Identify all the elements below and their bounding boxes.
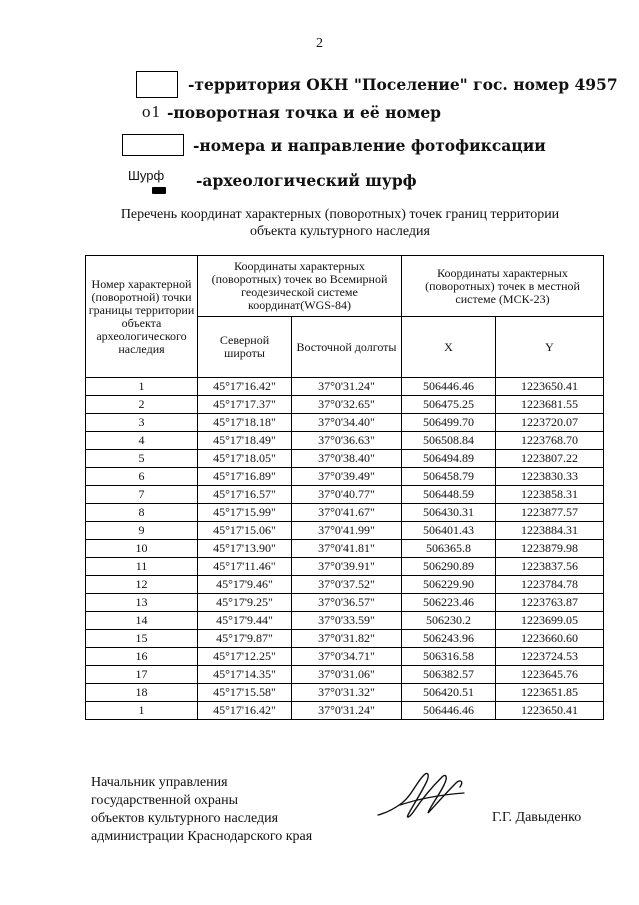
latitude-cell: 45°17'16.57" [198,486,292,504]
y-coordinate-cell: 1223877.57 [496,504,604,522]
y-coordinate-cell: 1223807.22 [496,450,604,468]
pit-marker-icon [152,187,166,194]
table-row [86,432,604,450]
header-east-longitude: Восточной долготы [292,317,402,378]
point-number-cell: 12 [86,576,198,594]
latitude-cell: 45°17'16.89" [198,468,292,486]
point-number-cell: 4 [86,432,198,450]
latitude-cell: 45°17'9.25" [198,594,292,612]
header-north-latitude: Северной широты [198,317,292,378]
longitude-cell: 37°0'36.63" [292,432,402,450]
latitude-cell: 45°17'18.49" [198,432,292,450]
y-coordinate-cell: 1223699.05 [496,612,604,630]
table-row [86,648,604,666]
latitude-cell: 45°17'9.46" [198,576,292,594]
x-coordinate-cell: 506475.25 [402,396,496,414]
table-header-row [86,256,604,317]
latitude-cell: 45°17'18.18" [198,414,292,432]
table-row [86,450,604,468]
latitude-cell: 45°17'16.42" [198,378,292,396]
y-coordinate-cell: 1223858.31 [496,486,604,504]
point-number-cell: 3 [86,414,198,432]
point-number-cell: 5 [86,450,198,468]
x-coordinate-cell: 506508.84 [402,432,496,450]
table-row [86,576,604,594]
legend-okn-territory [136,71,618,98]
territory-box-symbol [136,71,178,98]
x-coordinate-cell: 506290.89 [402,558,496,576]
list-title-line-2: объекта культурного наследия [250,224,430,239]
point-number-cell: 14 [86,612,198,630]
x-coordinate-cell: 506365.8 [402,540,496,558]
table-row [86,396,604,414]
longitude-cell: 37°0'41.67" [292,504,402,522]
latitude-cell: 45°17'14.35" [198,666,292,684]
table-row [86,558,604,576]
latitude-cell: 45°17'11.46" [198,558,292,576]
point-number-cell: 1 [86,702,198,720]
table-row [86,504,604,522]
point-number-cell: 11 [86,558,198,576]
longitude-cell: 37°0'41.99" [292,522,402,540]
latitude-cell: 45°17'15.58" [198,684,292,702]
y-coordinate-cell: 1223650.41 [496,378,604,396]
y-coordinate-cell: 1223660.60 [496,630,604,648]
x-coordinate-cell: 506458.79 [402,468,496,486]
longitude-cell: 37°0'34.40" [292,414,402,432]
table-row [86,540,604,558]
signer-name: Г.Г. Давыденко [492,810,582,825]
longitude-cell: 37°0'33.59" [292,612,402,630]
latitude-cell: 45°17'18.05" [198,450,292,468]
y-coordinate-cell: 1223884.31 [496,522,604,540]
point-number-cell: 6 [86,468,198,486]
x-coordinate-cell: 506229.90 [402,576,496,594]
longitude-cell: 37°0'37.52" [292,576,402,594]
table-row [86,378,604,396]
handwritten-signature-icon [372,765,482,825]
table-row [86,486,604,504]
x-coordinate-cell: 506499.70 [402,414,496,432]
point-number-cell: 13 [86,594,198,612]
table-row [86,612,604,630]
longitude-cell: 37°0'38.40" [292,450,402,468]
latitude-cell: 45°17'13.90" [198,540,292,558]
longitude-cell: 37°0'41.81" [292,540,402,558]
y-coordinate-cell: 1223763.87 [496,594,604,612]
longitude-cell: 37°0'31.82" [292,630,402,648]
list-title-line-1: Перечень координат характерных (поворотных) точек границ территории [120,207,560,222]
y-coordinate-cell: 1223784.78 [496,576,604,594]
signature-position-line-4: администрации Краснодарского края [91,829,313,844]
table-row [86,414,604,432]
latitude-cell: 45°17'16.42" [198,702,292,720]
x-coordinate-cell: 506401.43 [402,522,496,540]
point-number-cell: 9 [86,522,198,540]
y-coordinate-cell: 1223879.98 [496,540,604,558]
table-row [86,594,604,612]
y-coordinate-cell: 1223720.07 [496,414,604,432]
latitude-cell: 45°17'12.25" [198,648,292,666]
signature-position-line-2: государственной охраны [91,793,239,808]
latitude-cell: 45°17'17.37" [198,396,292,414]
point-number-cell: 7 [86,486,198,504]
legend-okn-territory-text: -территория ОКН "Поселение" гос. номер 4957 [188,75,618,94]
legend-photo-fixation-text: -номера и направление фотофиксации [193,135,546,155]
longitude-cell: 37°0'40.77" [292,486,402,504]
table-row [86,684,604,702]
longitude-cell: 37°0'32.65" [292,396,402,414]
header-x: X [402,317,496,378]
x-coordinate-cell: 506223.46 [402,594,496,612]
header-wgs84: Координаты характерных (поворотных) точек во Всемирной геодезической системе координат(WGS-84) [198,256,402,317]
point-number-cell: 8 [86,504,198,522]
y-coordinate-cell: 1223830.33 [496,468,604,486]
latitude-cell: 45°17'15.06" [198,522,292,540]
y-coordinate-cell: 1223681.55 [496,396,604,414]
point-number-cell: 1 [86,378,198,396]
signature-position-line-3: объектов культурного наследия [91,811,279,826]
x-coordinate-cell: 506446.46 [402,702,496,720]
signature-position-line-1: Начальник управления [91,775,228,790]
table-row [86,522,604,540]
x-coordinate-cell: 506448.59 [402,486,496,504]
y-coordinate-cell: 1223650.41 [496,702,604,720]
legend-archaeological-pit [128,165,417,195]
legend-turning-point [142,102,441,122]
longitude-cell: 37°0'31.06" [292,666,402,684]
latitude-cell: 45°17'15.99" [198,504,292,522]
x-coordinate-cell: 506446.46 [402,378,496,396]
longitude-cell: 37°0'39.91" [292,558,402,576]
table-row [86,702,604,720]
point-number-cell: 10 [86,540,198,558]
point-number-cell: 15 [86,630,198,648]
y-coordinate-cell: 1223651.85 [496,684,604,702]
shurf-word: Шурф [128,168,165,183]
point-number-cell: 17 [86,666,198,684]
legend-photo-fixation [122,134,546,156]
shurf-symbol [128,165,188,195]
turning-point-symbol: о1 [142,102,161,121]
page-number: 2 [316,36,323,51]
longitude-cell: 37°0'31.32" [292,684,402,702]
point-number-cell: 2 [86,396,198,414]
point-number-cell: 16 [86,648,198,666]
longitude-cell: 37°0'31.24" [292,702,402,720]
x-coordinate-cell: 506243.96 [402,630,496,648]
x-coordinate-cell: 506230.2 [402,612,496,630]
longitude-cell: 37°0'36.57" [292,594,402,612]
x-coordinate-cell: 506494.89 [402,450,496,468]
y-coordinate-cell: 1223837.56 [496,558,604,576]
longitude-cell: 37°0'39.49" [292,468,402,486]
x-coordinate-cell: 506430.31 [402,504,496,522]
signature-block [91,774,312,846]
table-row [86,630,604,648]
longitude-cell: 37°0'34.71" [292,648,402,666]
header-point-number: Номер характерной (поворотной) точки границы территории объекта археологического наследия [86,256,198,378]
header-y: Y [496,317,604,378]
y-coordinate-cell: 1223645.76 [496,666,604,684]
latitude-cell: 45°17'9.87" [198,630,292,648]
coordinates-list-title [60,206,620,240]
latitude-cell: 45°17'9.44" [198,612,292,630]
table-row [86,666,604,684]
header-msk23: Координаты характерных (поворотных) точек в местной системе (МСК-23) [402,256,604,317]
longitude-cell: 37°0'31.24" [292,378,402,396]
point-number-cell: 18 [86,684,198,702]
table-row [86,468,604,486]
x-coordinate-cell: 506382.57 [402,666,496,684]
x-coordinate-cell: 506316.58 [402,648,496,666]
legend-archaeological-pit-text: -археологический шурф [196,170,417,190]
legend-turning-point-text: -поворотная точка и её номер [167,102,442,122]
y-coordinate-cell: 1223724.53 [496,648,604,666]
y-coordinate-cell: 1223768.70 [496,432,604,450]
x-coordinate-cell: 506420.51 [402,684,496,702]
table-body [86,378,604,720]
coordinates-table [85,255,604,720]
photo-fixation-box-symbol [122,134,184,156]
